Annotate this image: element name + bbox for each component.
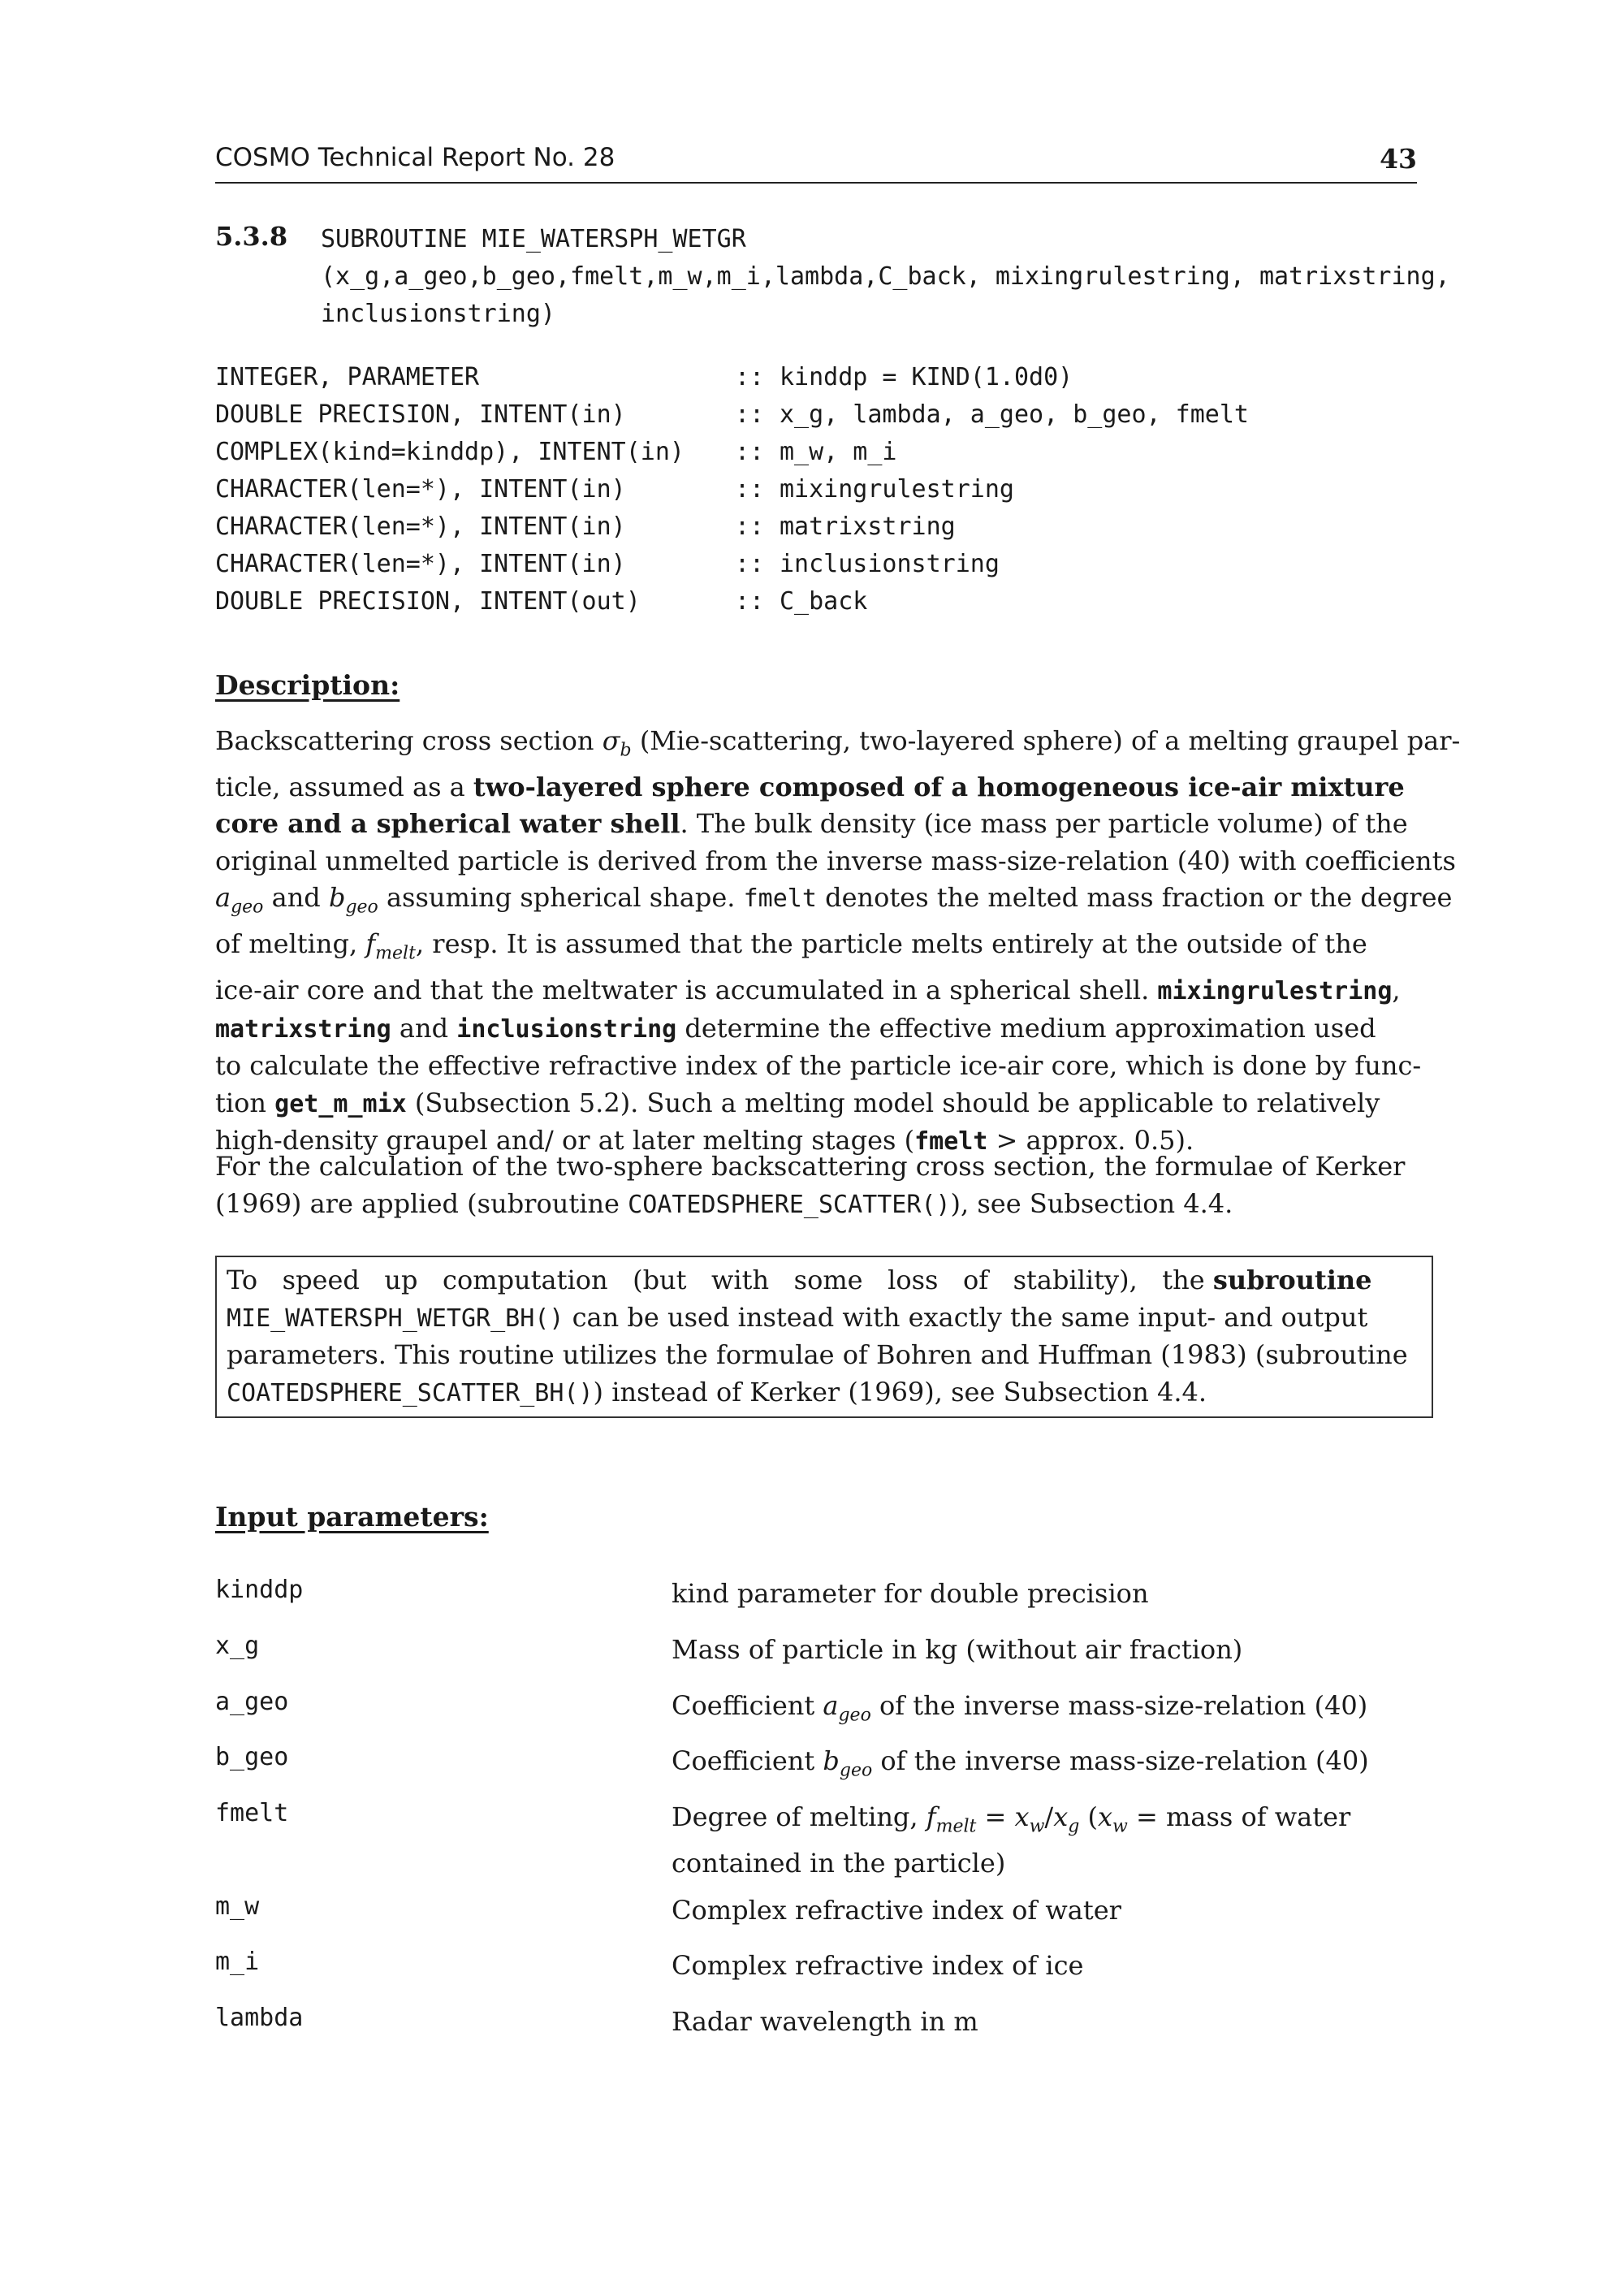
text-span: contained in the particle) (672, 1847, 1006, 1879)
param-name: a_geo (215, 1688, 289, 1716)
text-span: > approx. 0.5). (987, 1125, 1194, 1157)
declaration-vars: m_w, m_i (780, 438, 897, 466)
declaration-row (215, 546, 1249, 583)
text-line (215, 972, 1417, 1010)
signature-line: (x_g,a_geo,b_geo,fmelt,m_w,m_i,lambda,C_back, mixingrulestring, matrixstring, (321, 262, 1450, 291)
math-symbol: a (215, 882, 231, 914)
text-span: ), see Subsection 4.4. (950, 1187, 1233, 1219)
declaration-vars: x_g, lambda, a_geo, b_geo, fmelt (780, 400, 1249, 429)
declaration-type: CHARACTER(len=*), INTENT(in) (215, 512, 626, 541)
text-span: ice-air core and that the meltwater is accumulated in a spherical shell. (215, 975, 1158, 1006)
declarations-block (215, 359, 1249, 620)
declaration-separator: :: (735, 587, 765, 616)
param-desc: kind parameter for double precision (672, 1578, 1149, 1609)
param-desc: Complex refractive index of water (672, 1895, 1121, 1926)
math-subscript: melt (375, 943, 416, 964)
text-span: and (263, 882, 329, 914)
text-line (215, 1085, 1417, 1123)
text-line (227, 1374, 1422, 1412)
b-geo-symbol (823, 1745, 873, 1781)
text-span: To speed up computation (but with some loss of stability), the (227, 1265, 1213, 1295)
description-paragraph-1 (215, 723, 1461, 1161)
param-name: b_geo (215, 1743, 289, 1771)
param-name: kinddp (215, 1576, 304, 1604)
math-subscript: melt (935, 1816, 977, 1837)
f-melt-symbol (365, 928, 416, 964)
math-subscript: w (1029, 1816, 1045, 1837)
text-line (215, 723, 1461, 769)
declaration-type: COMPLEX(kind=kinddp), INTENT(in) (215, 438, 685, 466)
declaration-separator: :: (735, 438, 765, 466)
math-subscript: g (1068, 1816, 1080, 1837)
note-box (215, 1256, 1433, 1418)
text-span: determine the effective medium approximation used (676, 1012, 1376, 1044)
param-desc (672, 1799, 1419, 1882)
declaration-vars: inclusionstring (780, 550, 1000, 578)
text-span: Degree of melting, (672, 1801, 926, 1832)
text-span: denotes the melted mass fraction or the degree (816, 882, 1453, 914)
code-span: inclusionstring (456, 1014, 677, 1044)
text-line: parameters. This routine utilizes the formulae of Bohren and Huffman (1983) (subroutine (227, 1339, 1408, 1370)
math-symbol: f (926, 1801, 936, 1832)
declaration-separator: :: (735, 550, 765, 578)
text-span: Coefficient (672, 1745, 823, 1776)
text-span: (Subsection 5.2). Such a melting model should be applicable to relatively (406, 1087, 1380, 1118)
text-line: to calculate the effective refractive index of the particle ice-air core, which is done by func- (215, 1050, 1422, 1082)
text-span: ( (1079, 1801, 1098, 1832)
text-line (227, 1299, 1422, 1338)
declaration-row (215, 471, 1249, 508)
code-span: fmelt (914, 1127, 988, 1157)
param-desc (672, 1688, 1419, 1734)
text-span: (Mie-scattering, two-layered sphere) of a melting graupel par- (631, 725, 1461, 756)
code-span: mixingrulestring (1157, 977, 1393, 1006)
text-line (215, 926, 1417, 972)
math-symbol: a (823, 1690, 839, 1721)
subroutine-signature (321, 221, 1522, 333)
declaration-row (215, 359, 1249, 396)
text-span: . The bulk density (ice mass per particle volume) of the (680, 808, 1408, 840)
page-number: 43 (1380, 143, 1417, 175)
declaration-vars: mixingrulestring (780, 475, 1014, 504)
text-line (215, 1186, 1417, 1224)
math-subscript: w (1112, 1816, 1128, 1837)
text-span: = mass of water (1127, 1801, 1351, 1832)
param-desc: Complex refractive index of ice (672, 1950, 1084, 1981)
math-symbol: f (365, 928, 376, 960)
signature-line: inclusionstring) (321, 300, 555, 328)
declaration-type: DOUBLE PRECISION, INTENT(in) (215, 400, 626, 429)
declaration-type: DOUBLE PRECISION, INTENT(out) (215, 587, 641, 616)
declaration-row (215, 396, 1249, 434)
declaration-type: INTEGER, PARAMETER (215, 363, 480, 391)
param-name: fmelt (215, 1799, 289, 1827)
param-desc (672, 1743, 1419, 1789)
signature-line: SUBROUTINE MIE_WATERSPH_WETGR (321, 225, 746, 253)
text-span: can be used instead with exactly the same input- and output (564, 1301, 1368, 1333)
bold-text: two-layered sphere composed of a homogeneous ice-air mixture (473, 771, 1405, 802)
declaration-vars: C_back (780, 587, 868, 616)
text-span: , (1392, 975, 1401, 1006)
code-span: matrixstring (215, 1014, 391, 1044)
text-span: Backscattering cross section (215, 725, 603, 756)
text-span: = (976, 1801, 1015, 1832)
text-span: (1969) are applied (subroutine (215, 1187, 628, 1219)
math-symbol: σ (602, 725, 620, 756)
param-name: x_g (215, 1632, 260, 1660)
declaration-type: CHARACTER(len=*), INTENT(in) (215, 475, 626, 504)
sigma-symbol (602, 725, 632, 761)
math-symbol: x (1097, 1801, 1113, 1832)
math-subscript: geo (838, 1705, 871, 1726)
param-name: lambda (215, 2004, 304, 2032)
declaration-type: CHARACTER(len=*), INTENT(in) (215, 550, 626, 578)
text-span: assuming spherical shape. (378, 882, 744, 914)
text-line (215, 806, 1417, 843)
text-span: of the inverse mass-size-relation (40) (870, 1690, 1368, 1721)
b-geo-symbol (328, 882, 378, 918)
text-line: For the calculation of the two-sphere backscattering cross section, the formulae of Kerker (215, 1151, 1406, 1182)
a-geo-symbol (215, 882, 264, 918)
page-header (215, 143, 1417, 184)
declaration-separator: :: (735, 475, 765, 504)
description-heading: Description: (215, 669, 400, 701)
declaration-row (215, 583, 1249, 620)
bold-text: core and a spherical water shell (215, 808, 680, 840)
code-span: COATEDSPHERE_SCATTER() (628, 1190, 951, 1219)
math-symbol: b (328, 882, 346, 914)
text-span: Coefficient (672, 1690, 823, 1721)
code-span: MIE_WATERSPH_WETGR_BH() (227, 1304, 564, 1333)
code-span: COATEDSPHERE_SCATTER_BH() (227, 1378, 594, 1407)
text-span: of the inverse mass-size-relation (40) (872, 1745, 1369, 1776)
description-paragraph-2 (215, 1148, 1417, 1223)
declaration-separator: :: (735, 400, 765, 429)
param-desc: Mass of particle in kg (without air fraction) (672, 1634, 1243, 1665)
text-span: tion (215, 1087, 275, 1118)
text-line: original unmelted particle is derived from the inverse mass-size-relation (40) with coefficients (215, 845, 1456, 876)
text-span: / (1044, 1801, 1054, 1832)
param-desc: Radar wavelength in m (672, 2006, 978, 2037)
text-span: ) instead of Kerker (1969), see Subsection 4.4. (593, 1376, 1207, 1407)
text-line (215, 880, 1453, 926)
text-span: , resp. It is assumed that the particle melts entirely at the outside of the (415, 928, 1367, 960)
text-span: high-density graupel and/ or at later melting stages ( (215, 1125, 915, 1157)
x-w-symbol (1014, 1801, 1045, 1837)
text-line (215, 1010, 1417, 1049)
text-span: of melting, (215, 928, 366, 960)
code-span: get_m_mix (274, 1089, 407, 1118)
declaration-separator: :: (735, 512, 765, 541)
math-symbol: b (823, 1745, 840, 1776)
section-number: 5.3.8 (215, 221, 288, 252)
param-name: m_w (215, 1892, 260, 1921)
report-title: COSMO Technical Report No. 28 (215, 143, 615, 172)
x-w-symbol (1097, 1801, 1128, 1837)
declaration-vars: kinddp = KIND(1.0d0) (780, 363, 1073, 391)
text-line (215, 769, 1417, 806)
math-subscript: geo (839, 1760, 873, 1781)
input-parameters-heading: Input parameters: (215, 1501, 489, 1533)
text-span: ticle, assumed as a (215, 771, 473, 802)
bold-text: subroutine (1212, 1265, 1372, 1295)
declaration-separator: :: (735, 363, 765, 391)
text-span: and (391, 1012, 457, 1044)
math-subscript: geo (345, 897, 378, 918)
math-subscript: b (620, 740, 632, 761)
math-subscript: geo (231, 897, 264, 918)
text-line (227, 1262, 1422, 1299)
x-g-symbol (1053, 1801, 1080, 1837)
declaration-vars: matrixstring (780, 512, 956, 541)
code-span: fmelt (743, 884, 817, 914)
math-symbol: x (1053, 1801, 1069, 1832)
param-name: m_i (215, 1948, 260, 1976)
a-geo-symbol (823, 1690, 871, 1726)
f-melt-symbol (926, 1801, 977, 1837)
math-symbol: x (1014, 1801, 1030, 1832)
declaration-row (215, 508, 1249, 546)
declaration-row (215, 434, 1249, 471)
